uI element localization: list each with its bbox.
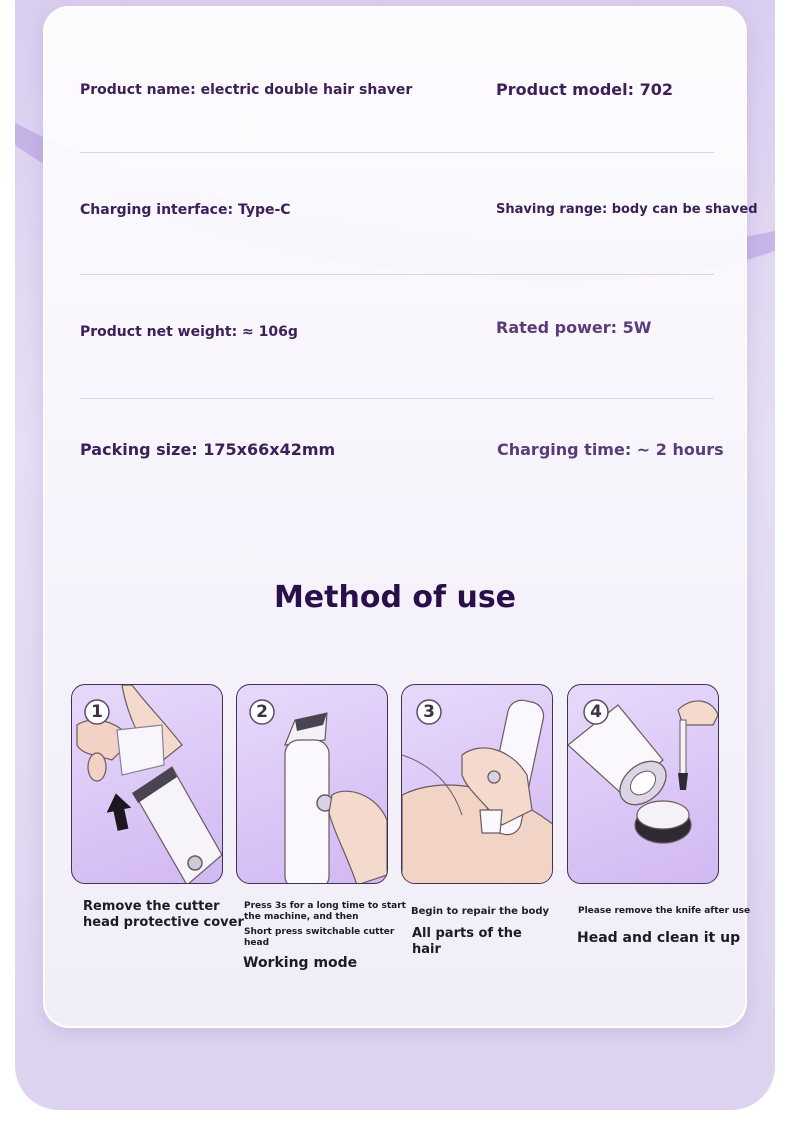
spec-divider <box>80 398 714 399</box>
spec-rated-power: Rated power: 5W <box>496 318 652 337</box>
step-2-illustration <box>236 684 388 884</box>
step-3-illustration <box>401 684 553 884</box>
step-2-caption-small: the machine, and then <box>244 912 359 922</box>
spec-divider <box>80 152 714 153</box>
spec-charging-time: Charging time: ~ 2 hours <box>497 440 724 459</box>
step-number: 2 <box>256 702 268 722</box>
step-number: 3 <box>423 702 435 722</box>
spec-net-weight: Product net weight: ≈ 106g <box>80 324 298 340</box>
spec-product-model: Product model: 702 <box>496 80 673 99</box>
step-number: 4 <box>590 702 602 722</box>
step-4-illustration <box>567 684 719 884</box>
step-1-illustration <box>71 684 223 884</box>
spec-shaving-range: Shaving range: body can be shaved <box>496 202 758 217</box>
spec-product-name: Product name: electric double hair shaver <box>80 82 413 98</box>
spec-charging-interface: Charging interface: Type-C <box>80 202 291 218</box>
step-2-caption-bold: Working mode <box>243 955 358 971</box>
step-1-caption-line-2: head protective cover <box>83 915 244 930</box>
step-3-caption-small: Begin to repair the body <box>411 906 550 917</box>
step-4-caption-bold: Head and clean it up <box>577 930 741 946</box>
spec-divider <box>80 274 714 275</box>
step-1-caption-line-1: Remove the cutter <box>83 899 220 914</box>
step-4-caption-small: Please remove the knife after use <box>578 906 751 916</box>
step-number: 1 <box>91 702 103 722</box>
step-2-caption-small: Press 3s for a long time to start <box>244 901 406 911</box>
step-3-caption-bold: All parts of the <box>412 926 522 941</box>
step-2-caption-small: head <box>244 938 270 948</box>
step-2-caption-small: Short press switchable cutter <box>244 927 395 937</box>
step-3-caption-bold: hair <box>412 942 441 957</box>
method-title: Method of use <box>273 580 517 615</box>
spec-packing-size: Packing size: 175x66x42mm <box>80 440 336 459</box>
